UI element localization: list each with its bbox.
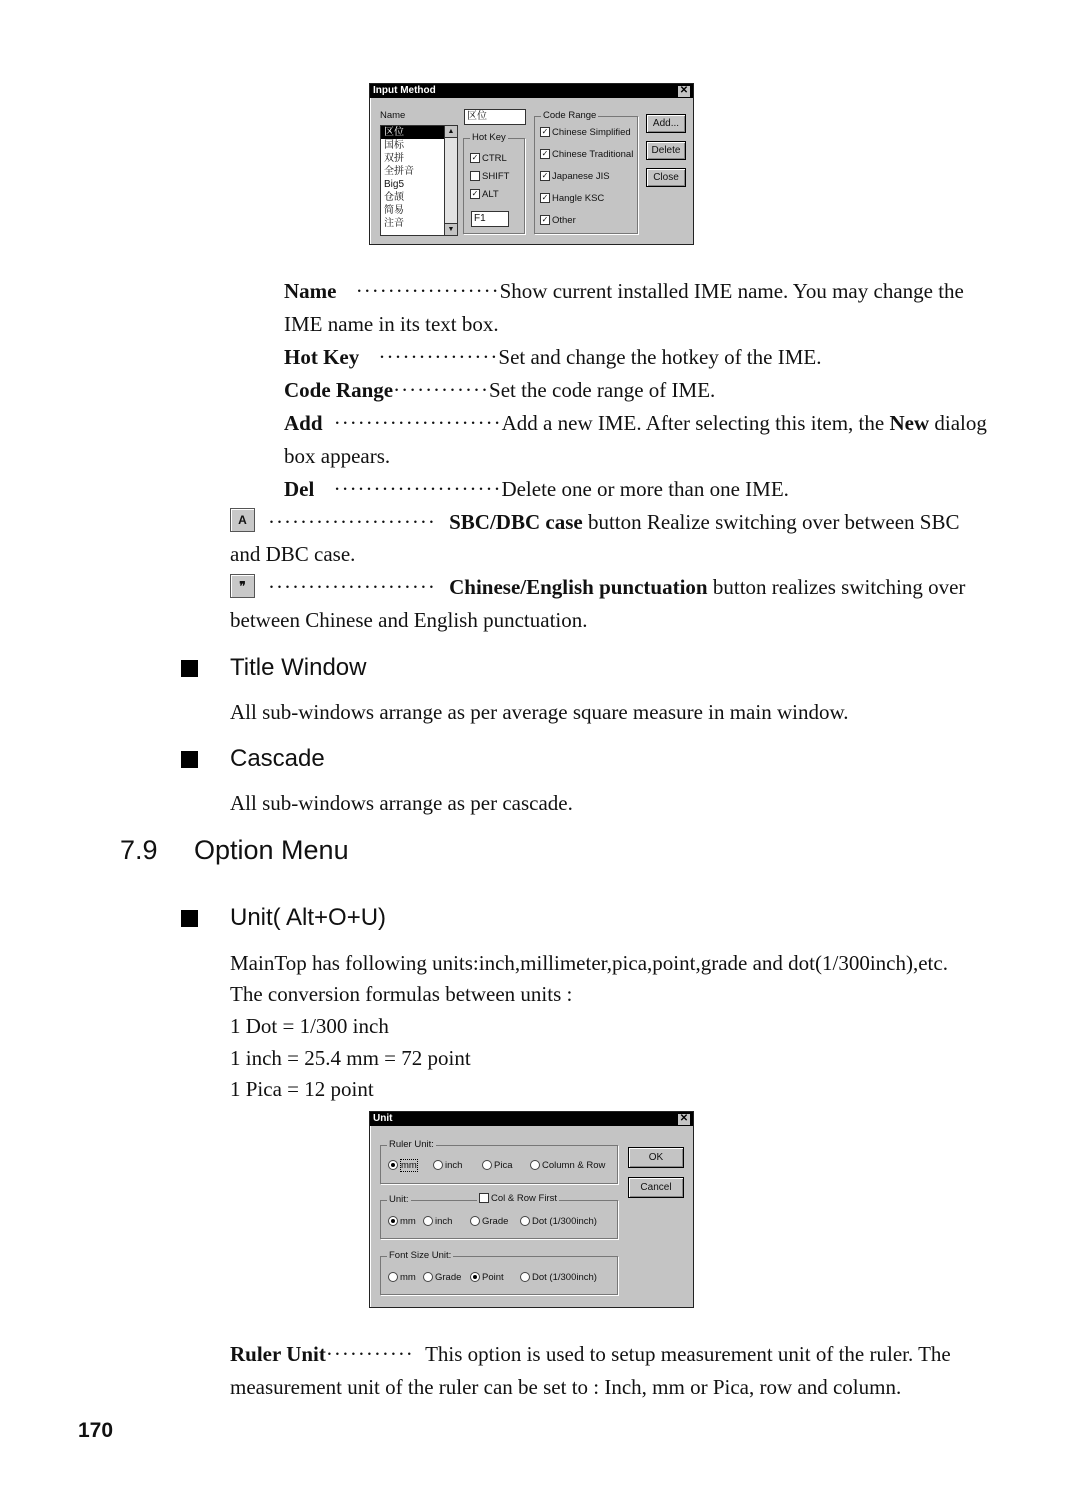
section-number: 7.9: [120, 835, 158, 865]
hotkey-shift-checkbox[interactable]: SHIFT: [470, 171, 509, 182]
delete-button[interactable]: Delete: [646, 141, 686, 160]
ime-list[interactable]: [380, 125, 458, 236]
ruler-radio-column-row[interactable]: Column & Row: [530, 1160, 605, 1171]
desc-punct-text-2: between Chinese and English punctuation.: [230, 608, 588, 632]
ruler-desc-text-2: measurement unit of the ruler can be set to : Inch, mm or Pica, row and column.: [230, 1375, 902, 1399]
leader-dots: ············: [393, 378, 490, 402]
desc-coderange-term: Code Range: [284, 378, 394, 402]
add-button[interactable]: Add...: [646, 114, 686, 133]
code-range-hangle-ksc[interactable]: ✓ Hangle KSC: [541, 193, 605, 204]
radio-icon: [482, 1160, 492, 1170]
title-window-heading: Title Window: [230, 654, 367, 681]
close-button[interactable]: Close: [646, 168, 686, 187]
code-range-chinese-traditional[interactable]: ✓ Chinese Traditional: [541, 149, 634, 160]
desc-sbc-text-2: and DBC case.: [230, 542, 356, 566]
desc-sbc-text: button Realize switching over between SBC: [587, 510, 960, 534]
radio-icon: [388, 1272, 398, 1282]
radio-icon: [388, 1160, 398, 1170]
desc-name-text-2: IME name in its text box.: [284, 312, 499, 336]
leader-dots: ·····················: [268, 575, 436, 599]
desc-coderange-line: [284, 374, 715, 407]
desc-sbc-line: [268, 506, 959, 539]
code-range-group: [534, 110, 638, 234]
desc-coderange-text: Set the code range of IME.: [489, 378, 716, 402]
col-row-first-checkbox[interactable]: Col & Row First: [477, 1193, 559, 1204]
ruler-desc-term: Ruler Unit: [230, 1342, 326, 1366]
ime-list-item[interactable]: 国标: [384, 140, 404, 151]
ime-list-item[interactable]: 仓颉: [384, 192, 404, 203]
desc-punct-line: [268, 571, 965, 604]
cascade-text: All sub-windows arrange as per cascade.: [230, 791, 573, 815]
leader-dots: ···············: [378, 345, 499, 369]
checkbox-icon: ✓: [471, 153, 479, 163]
desc-del-term: Del: [284, 477, 315, 501]
list-scrollbar[interactable]: [444, 126, 457, 235]
code-range-japanese-jis[interactable]: ✓ Japanese JIS: [541, 171, 610, 182]
desc-add-line: [284, 407, 987, 440]
unit-radio-dot[interactable]: Dot (1/300inch): [520, 1216, 597, 1227]
hotkey-ctrl-checkbox[interactable]: ✓ CTRL: [471, 153, 507, 164]
desc-sbc-term: SBC/DBC case: [449, 510, 583, 534]
dialog-titlebar: [370, 1112, 693, 1126]
radio-icon: [520, 1272, 530, 1282]
ruler-unit-label: Ruler Unit:: [389, 1139, 434, 1150]
checkbox-icon: [479, 1193, 489, 1203]
unit-radio-grade[interactable]: Grade: [470, 1216, 508, 1227]
leader-dots: ·····················: [268, 510, 436, 534]
code-range-chinese-simplified[interactable]: ✓ Chinese Simplified: [541, 127, 631, 138]
radio-icon: [433, 1160, 443, 1170]
desc-add-term: Add: [284, 411, 323, 435]
unit-line-5: 1 Pica = 12 point: [230, 1077, 374, 1101]
unit-line-1: MainTop has following units:inch,millimeter,pica,point,grade and dot(1/300inch),etc.: [230, 951, 948, 975]
radio-icon: [423, 1272, 433, 1282]
font-size-unit-label: Font Size Unit:: [389, 1250, 452, 1261]
ruler-unit-group: [380, 1139, 618, 1184]
ime-list-item[interactable]: 简易: [384, 205, 404, 216]
radio-icon: [388, 1216, 398, 1226]
code-range-group-label: Code Range: [543, 110, 597, 121]
leader-dots: ··················: [355, 279, 500, 303]
font-radio-point[interactable]: Point: [470, 1272, 504, 1283]
checkbox-icon: ✓: [541, 127, 549, 137]
dialog-titlebar: [370, 84, 693, 98]
desc-hotkey-term: Hot Key: [284, 345, 360, 369]
code-range-other[interactable]: ✓ Other: [541, 215, 576, 226]
bullet-square-icon: [181, 751, 198, 768]
font-size-unit-group: [380, 1250, 618, 1295]
checkbox-icon: [470, 171, 480, 181]
unit-line-2: The conversion formulas between units :: [230, 982, 573, 1006]
hotkey-input[interactable]: F1: [471, 211, 509, 227]
unit-line-3: 1 Dot = 1/300 inch: [230, 1014, 389, 1038]
cascade-heading: Cascade: [230, 745, 325, 772]
scroll-down-icon[interactable]: ▼: [445, 223, 457, 235]
unit-radio-mm[interactable]: mm: [388, 1216, 416, 1227]
checkbox-icon: ✓: [541, 215, 549, 225]
cancel-button[interactable]: Cancel: [628, 1177, 684, 1198]
radio-icon: [520, 1216, 530, 1226]
ime-list-item[interactable]: 注音: [384, 218, 404, 229]
name-input[interactable]: 区位: [464, 109, 526, 125]
ok-button[interactable]: OK: [628, 1147, 684, 1168]
unit-radio-inch[interactable]: inch: [423, 1216, 452, 1227]
leader-dots: ·····················: [333, 411, 502, 435]
ruler-radio-mm[interactable]: mm: [388, 1160, 418, 1171]
sbc-dbc-icon: A: [230, 508, 255, 532]
name-label: Name: [380, 110, 406, 121]
page-number: 170: [78, 1419, 114, 1442]
desc-del-line: [284, 473, 789, 506]
radio-icon: [423, 1216, 433, 1226]
unit-group-label: Unit:: [389, 1194, 409, 1205]
checkbox-icon: ✓: [471, 189, 479, 199]
input-method-dialog: [369, 83, 694, 245]
bullet-square-icon: [181, 660, 198, 677]
desc-add-text-2: box appears.: [284, 444, 391, 468]
desc-del-text: Delete one or more than one IME.: [501, 477, 789, 501]
desc-add-new: New: [889, 411, 930, 435]
desc-hotkey-text: Set and change the hotkey of the IME.: [498, 345, 822, 369]
ime-list-item[interactable]: Big5: [384, 179, 405, 190]
ime-list-item[interactable]: 区位: [381, 126, 457, 139]
unit-group: [380, 1193, 618, 1239]
dialog-title: Unit: [373, 1113, 393, 1124]
desc-hotkey-line: [284, 341, 821, 374]
unit-line-4: 1 inch = 25.4 mm = 72 point: [230, 1046, 471, 1070]
ruler-radio-pica[interactable]: Pica: [482, 1160, 512, 1171]
dialog-title: Input Method: [373, 85, 436, 96]
close-icon[interactable]: ✕: [677, 85, 691, 98]
ime-list-item[interactable]: 双拼: [384, 153, 404, 164]
desc-name-term: Name: [284, 279, 337, 303]
checkbox-icon: ✓: [541, 171, 549, 181]
radio-icon: [470, 1272, 480, 1282]
font-radio-mm[interactable]: mm: [388, 1272, 416, 1283]
ruler-radio-inch[interactable]: inch: [433, 1160, 462, 1171]
scroll-up-icon[interactable]: ▲: [445, 126, 457, 138]
checkbox-icon: ✓: [541, 149, 549, 159]
checkbox-icon: ✓: [541, 193, 549, 203]
desc-punct-text: button realizes switching over: [712, 575, 966, 599]
desc-name-text: Show current installed IME name. You may change the: [499, 279, 964, 303]
bullet-square-icon: [181, 910, 198, 927]
hotkey-group: [463, 132, 525, 234]
unit-dialog: [369, 1111, 694, 1308]
close-icon[interactable]: ✕: [677, 1113, 691, 1126]
font-radio-grade[interactable]: Grade: [423, 1272, 461, 1283]
hotkey-alt-checkbox[interactable]: ✓ ALT: [471, 189, 499, 200]
desc-name-line: [284, 275, 964, 308]
ruler-desc-text: This option is used to setup measurement unit of the ruler. The: [425, 1342, 951, 1366]
ruler-desc-line: [230, 1338, 951, 1371]
section-title: Option Menu: [194, 835, 349, 865]
title-window-text: All sub-windows arrange as per average square measure in main window.: [230, 700, 849, 724]
radio-icon: [470, 1216, 480, 1226]
unit-heading: Unit( Alt+O+U): [230, 904, 387, 931]
leader-dots: ·····················: [333, 477, 502, 501]
desc-add-text: Add a new IME. After selecting this item, the: [501, 411, 885, 435]
hotkey-group-label: Hot Key: [472, 132, 506, 143]
leader-dots: ···········: [325, 1342, 414, 1366]
desc-punct-term: Chinese/English punctuation: [449, 575, 708, 599]
ime-list-item[interactable]: 全拼音: [384, 166, 414, 177]
font-radio-dot[interactable]: Dot (1/300inch): [520, 1272, 597, 1283]
desc-add-text-b: dialog: [934, 411, 987, 435]
radio-icon: [530, 1160, 540, 1170]
punctuation-icon: ❞: [230, 574, 255, 598]
